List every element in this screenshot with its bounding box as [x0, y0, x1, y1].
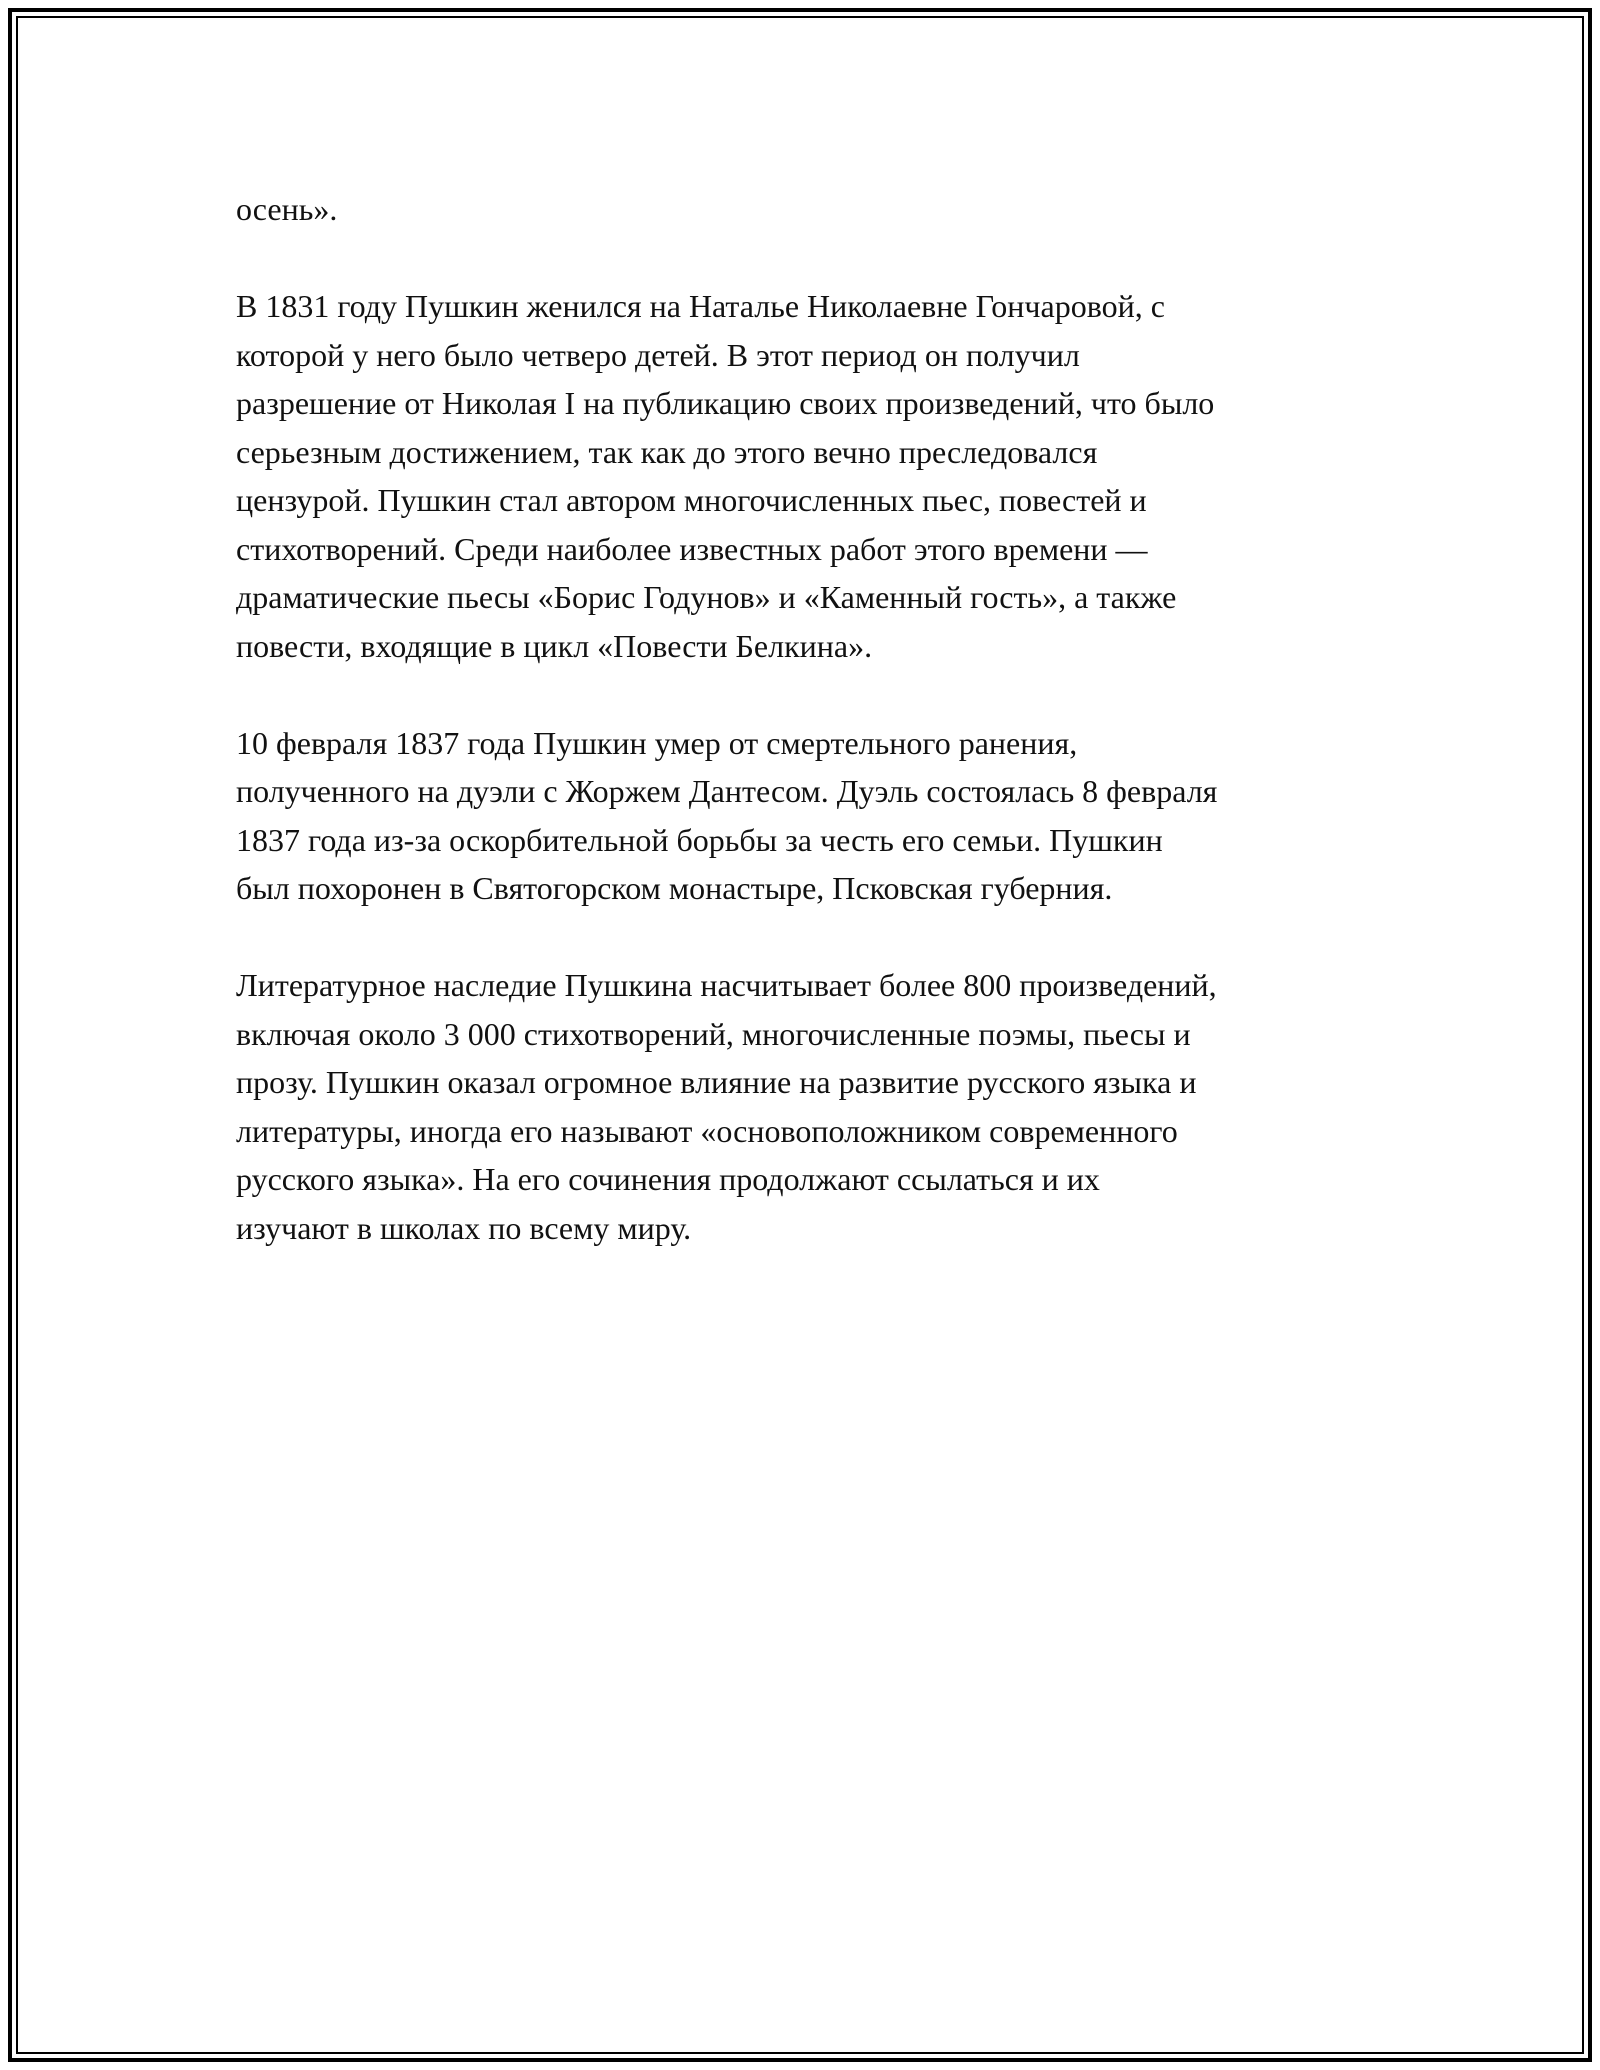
document-body — [236, 185, 1376, 1301]
paragraph-4 — [236, 961, 1376, 1252]
text-line: разрешение от Николая I на публикацию своих произведений, что было — [236, 385, 1215, 421]
text-line: серьезным достижением, так как до этого вечно преследовался — [236, 433, 1098, 470]
text-line: включая около 3 000 стихотворений, многочисленные поэмы, пьесы и — [236, 1015, 1191, 1052]
text-line: драматические пьесы «Борис Годунов» и «Каменный гость», а также — [236, 579, 1177, 615]
text-line: стихотворений. Среди наиболее известных работ этого времени — — [236, 530, 1148, 567]
text-line: 10 февраля 1837 года Пушкин умер от смертельного ранения, — [236, 724, 1078, 761]
text-line: повести, входящие в цикл «Повести Белкина». — [236, 627, 873, 664]
paragraph-3 — [236, 719, 1376, 913]
paragraph-1 — [236, 185, 1376, 234]
text-line: 1837 года из-за оскорбительной борьбы за честь его семьи. Пушкин — [236, 821, 1163, 858]
text-line: осень». — [236, 191, 338, 227]
text-line: прозу. Пушкин оказал огромное влияние на развитие русского языка и — [236, 1064, 1197, 1100]
paragraph-2 — [236, 282, 1376, 670]
text-line: литературы, иногда его называют «основоположником современного — [236, 1112, 1178, 1149]
text-line: В 1831 году Пушкин женился на Наталье Николаевне Гончаровой, с — [236, 288, 1165, 324]
text-line: полученного на дуэли с Жоржем Дантесом. Дуэль состоялась 8 февраля — [236, 773, 1218, 809]
text-line: изучают в школах по всему миру. — [236, 1209, 692, 1246]
text-line: которой у него было четверо детей. В этот период он получил — [236, 336, 1080, 373]
text-line: русского языка». На его сочинения продолжают ссылаться и их — [236, 1161, 1100, 1197]
text-line: Литературное наследие Пушкина насчитывает более 800 произведений, — [236, 967, 1217, 1003]
text-line: был похоронен в Святогорском монастыре, Псковская губерния. — [236, 870, 1113, 906]
text-line: цензурой. Пушкин стал автором многочисленных пьес, повестей и — [236, 482, 1147, 518]
